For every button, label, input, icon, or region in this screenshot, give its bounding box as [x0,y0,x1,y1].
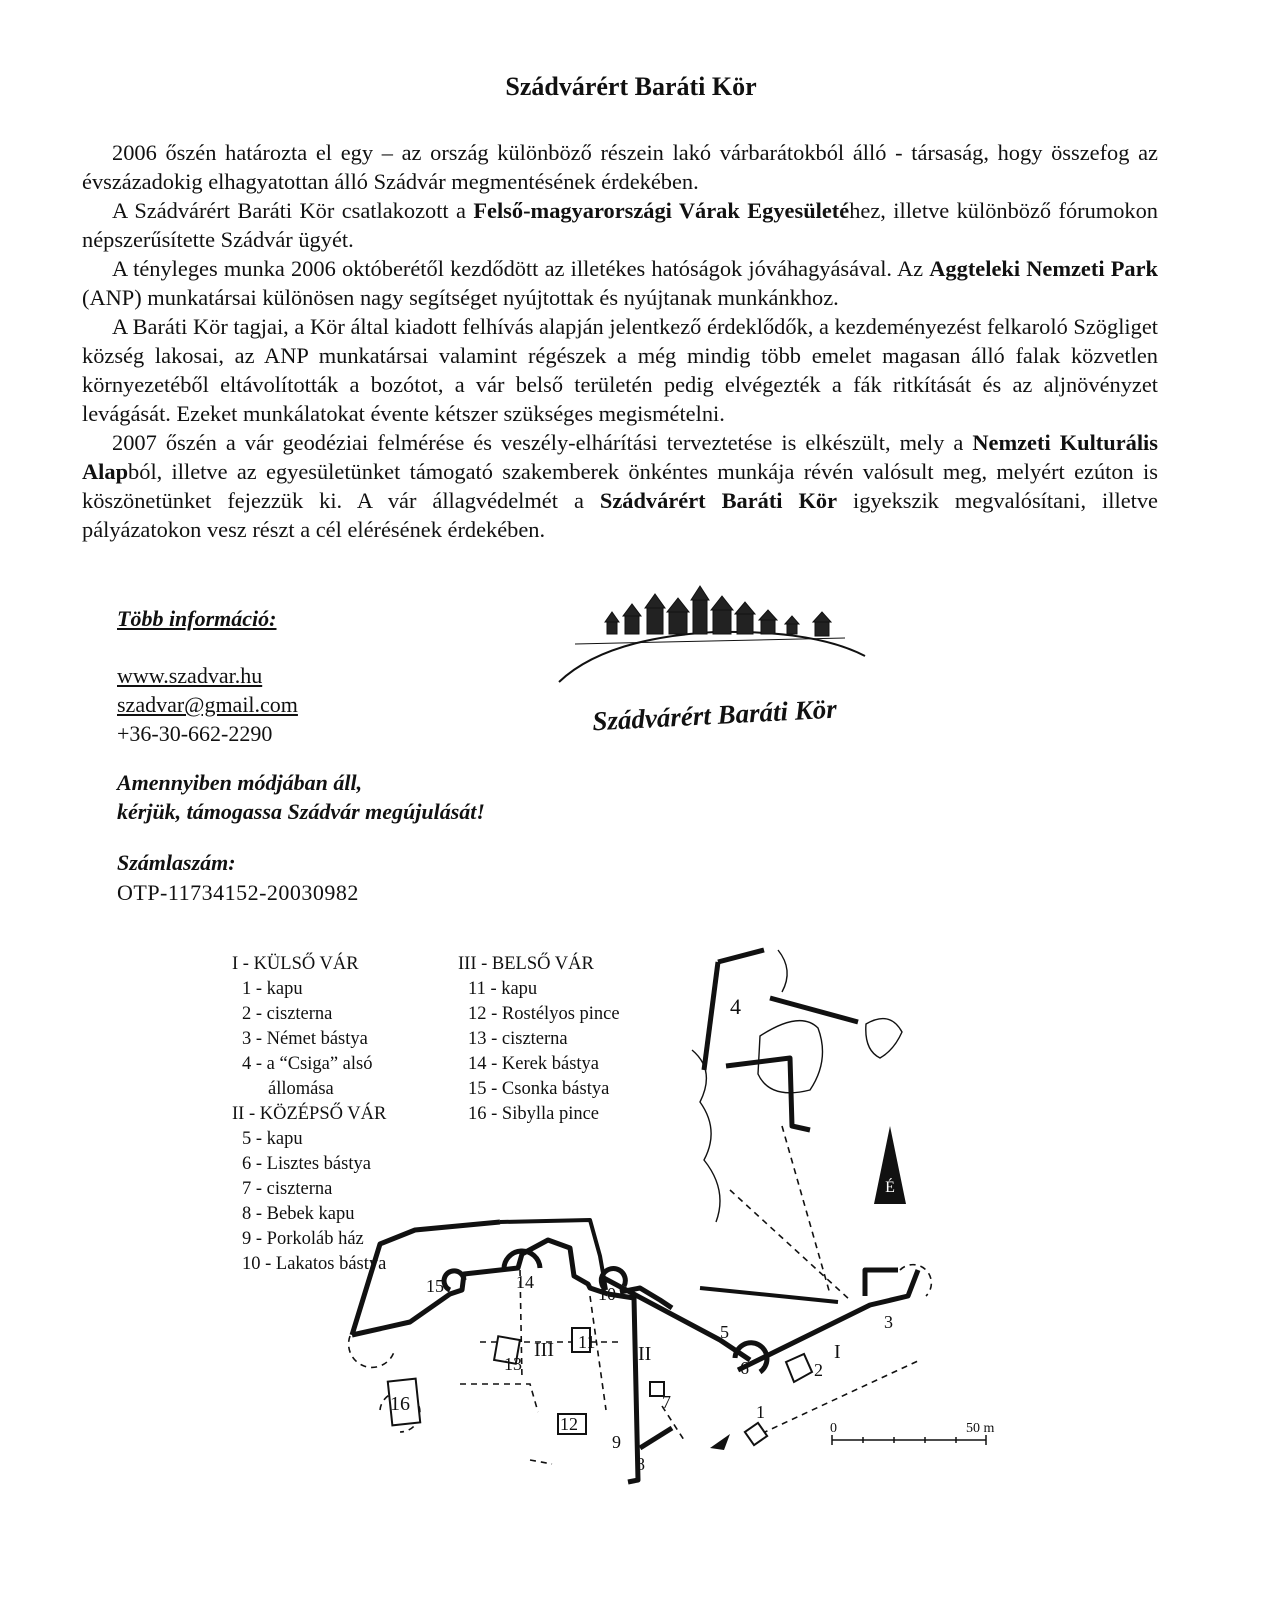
page-title: Szádvárért Baráti Kör [505,72,757,101]
text-run: A Baráti Kör tagjai, a Kör által kiadott felhívás alapján jelentkező érdeklődők, a kezdeményezést felkaroló Szögliget község lakosai, az ANP munkatársai valamint régészek a még mindig több emelet magasan álló falak közvetlen környezetéből eltávolították a bozótot, a vár belső területén pedig elvégezték a fák ritkítását és az aljnövényzet levágását. Ezeket munkálatokat évente kétszer szükséges megismételni. [82,314,1158,426]
plan-label-12: 12 [560,1414,578,1434]
text-run: A tényleges munka 2006 októberétől kezdődött az illetékes hatóságok jóváhagyásával. Az [112,256,930,281]
account-label: Számlaszám: [117,850,236,875]
plan-label-II: II [638,1343,652,1365]
plan-label-15: 15 [426,1276,444,1296]
legend-heading: II - KÖZÉPSŐ VÁR [232,1104,387,1124]
legend-item: 7 - ciszterna [242,1179,333,1199]
legend-item: 3 - Német bástya [242,1029,368,1049]
phone-number: +36-30-662-2290 [117,721,273,746]
legend-item: 8 - Bebek kapu [242,1204,355,1224]
more-info-heading: Több információ: [117,606,277,631]
bold-run: Felső-magyarországi Várak Egyesületé [473,198,850,223]
scale-end: 50 m [966,1421,995,1436]
bold-run: Aggteleki Nemzeti Park [929,256,1158,281]
website-link[interactable]: www.szadvar.hu [117,663,263,688]
paragraph [82,312,1158,428]
plan-label-8: 8 [636,1454,645,1474]
legend-heading: III - BELSŐ VÁR [458,954,594,974]
plan-label-I: I [834,1341,841,1363]
legend-item: 4 - a “Csiga” alsó [242,1054,373,1074]
castle-plan [290,940,1030,1500]
legend-item: 16 - Sibylla pince [468,1104,600,1124]
legend-item: 11 - kapu [468,979,538,999]
paragraph [82,138,1158,196]
legend-item: 5 - kapu [242,1129,303,1149]
plan-label-4: 4 [730,994,741,1019]
plan-label-3: 3 [884,1312,893,1332]
legend-heading: I - KÜLSŐ VÁR [232,954,359,974]
email-link[interactable]: szadvar@gmail.com [117,692,298,717]
plan-label-III: III [534,1339,554,1361]
plan-label-9: 9 [612,1432,621,1452]
legend-item: 12 - Rostélyos pince [468,1004,620,1024]
plan-label-11: 11 [578,1332,596,1352]
support-appeal [117,768,485,826]
plan-label-7: 7 [662,1392,671,1412]
text-run: hez, illetve különböző fórumokon népszerűsítette Szádvár ügyét. [82,198,1158,252]
castle-logo [555,582,875,752]
support-line-1: Amennyiben módjában áll, [117,770,363,795]
text-run: A Szádvárért Baráti Kör csatlakozott a [112,198,474,223]
plan-label-1: 1 [756,1402,765,1422]
bold-run: Nemzeti Kulturális Alap [82,430,1158,484]
plan-label-2: 2 [814,1360,823,1380]
bold-run: Szádvárért Baráti Kör [599,488,838,513]
plan-label-14: 14 [516,1272,534,1292]
text-run: 2007 őszén a vár geodéziai felmérése és veszély-elhárítási terveztetése is elkészült, mely a [112,430,973,455]
legend-item: 9 - Porkoláb ház [242,1229,364,1249]
text-run: igyekszik megvalósítani, illetve pályázatokon vesz részt a cél elérésének érdekében. [82,488,1158,542]
support-line-2: kérjük, támogassa Szádvár megújulását! [117,799,485,824]
legend-item: 14 - Kerek bástya [468,1054,599,1074]
plan-label-6: 6 [740,1358,749,1378]
plan-label-16: 16 [390,1393,410,1415]
plan-label-13: 13 [504,1354,522,1374]
paragraph [82,196,1158,254]
legend-item: 15 - Csonka bástya [468,1079,610,1099]
paragraph [82,254,1158,312]
plan-label-5: 5 [720,1322,729,1342]
text-run: 2006 őszén határozta el egy – az ország különböző részein lakó várbarátokból álló - társaság, hogy összefog az évszázadokig elhagyatottan álló Szádvár megmentésének érdekében. [82,140,1158,194]
text-run: ból, illetve az egyesületünket támogató szakemberek önkéntes munkája révén valósult meg, melyért ezúton is köszönetünket fejezzük ki. A vár állagvédelmét a [82,459,1158,513]
legend-item: 1 - kapu [242,979,303,999]
text-run: (ANP) munkatársai különösen nagy segítséget nyújtottak és nyújtanak munkánkhoz. [82,285,839,310]
account-number: OTP-11734152-20030982 [117,880,359,905]
legend-item: 10 - Lakatos bástya [242,1254,387,1274]
legend-item: 13 - ciszterna [468,1029,568,1049]
plan-label-10: 10 [598,1284,616,1304]
body-text [82,138,1158,544]
scale-start: 0 [830,1421,837,1436]
logo-text: Szádvárért Baráti Kör [591,693,838,737]
legend-item: állomása [268,1079,334,1099]
north-label: É [885,1179,895,1196]
paragraph [82,428,1158,544]
legend-item: 2 - ciszterna [242,1004,333,1024]
legend-item: 6 - Lisztes bástya [242,1154,371,1174]
